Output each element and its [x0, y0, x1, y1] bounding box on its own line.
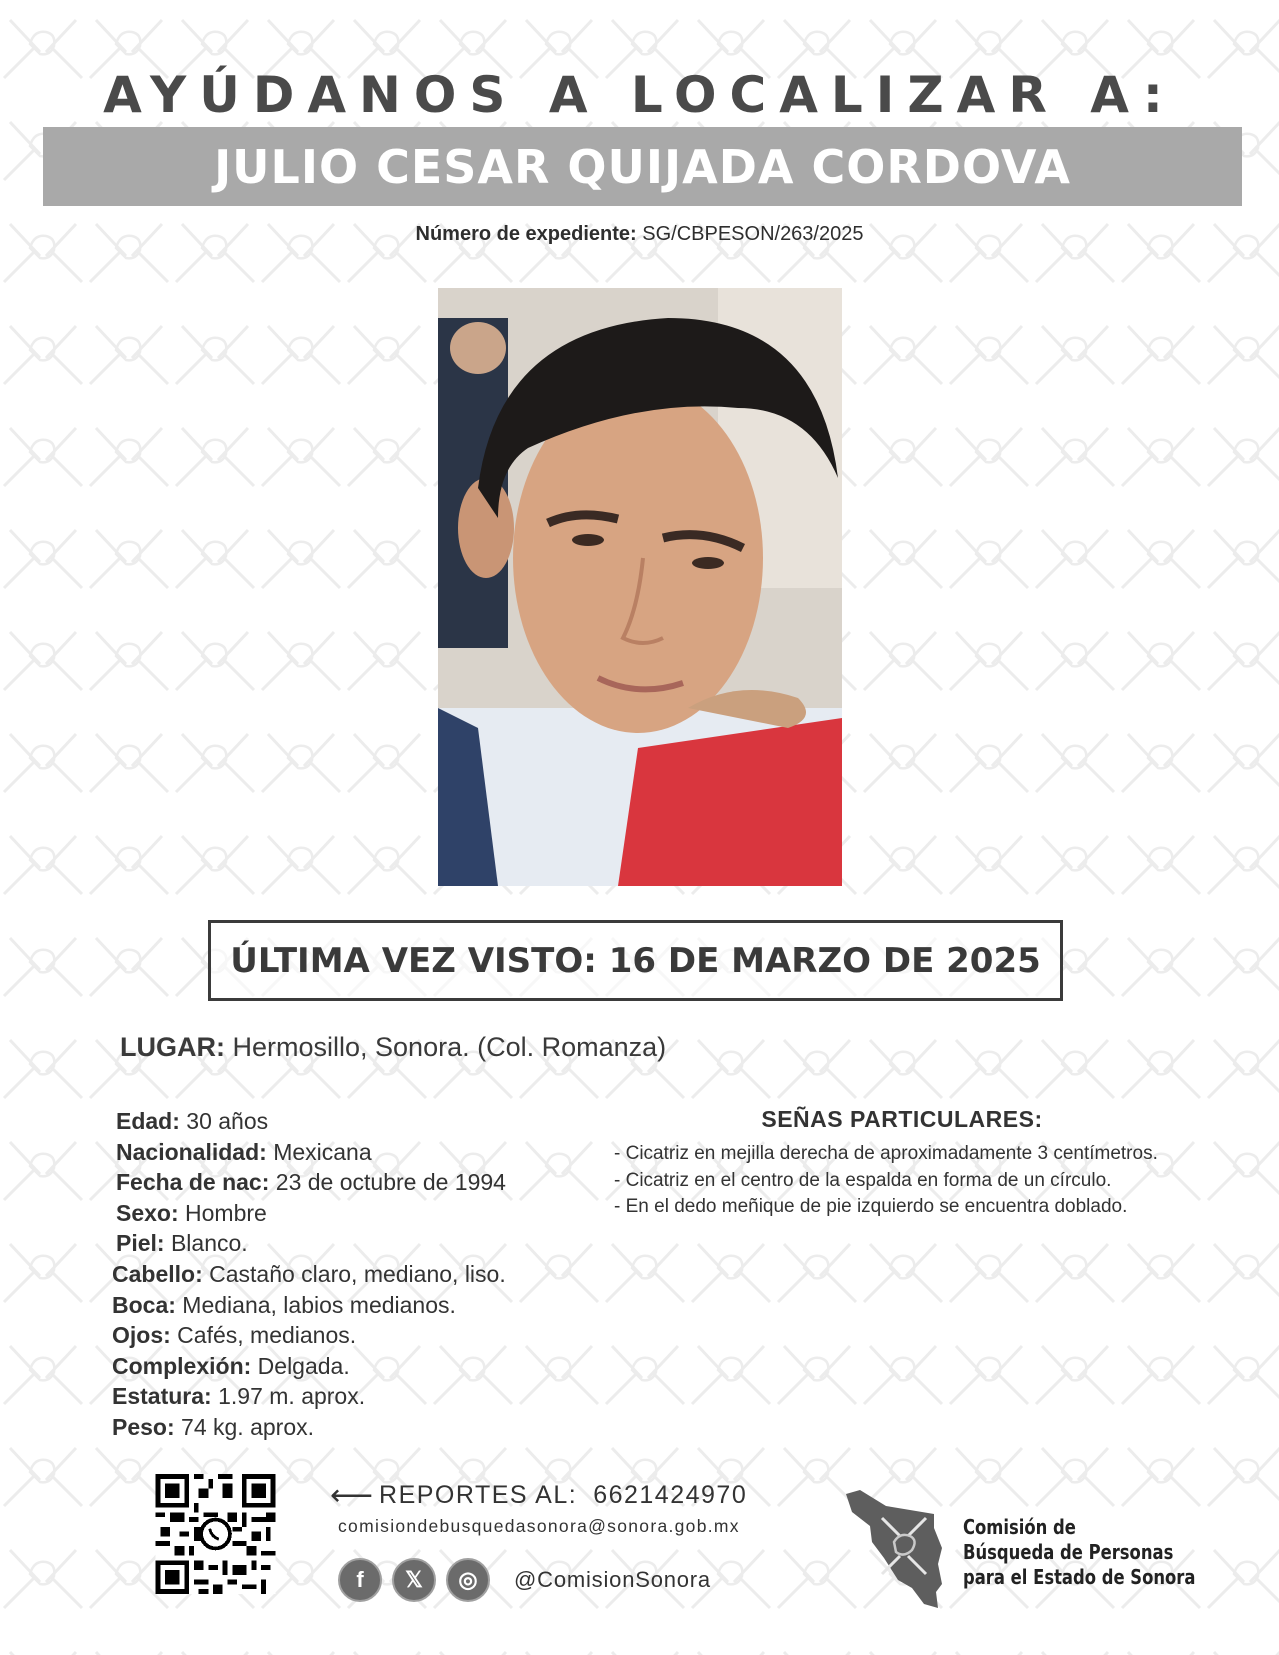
detail-label: Fecha de nac: [116, 1169, 270, 1196]
case-number-value: SG/CBPESON/263/2025 [642, 223, 864, 245]
person-photo [438, 288, 842, 886]
report-line [330, 1478, 747, 1513]
case-number [0, 223, 1279, 246]
left-arrow-icon: ⟵ [330, 1479, 374, 1512]
detail-row-peso [112, 1412, 506, 1443]
qr-code-icon[interactable] [155, 1474, 276, 1594]
detail-row-edad [116, 1106, 506, 1137]
detail-value: Mediana, labios medianos. [182, 1291, 456, 1318]
detail-value: 1.97 m. aprox. [218, 1383, 366, 1410]
last-seen-box [208, 920, 1063, 1001]
location-value: Hermosillo, Sonora. (Col. Romanza) [232, 1032, 667, 1062]
location [120, 1032, 666, 1063]
facebook-icon[interactable] [338, 1558, 382, 1602]
detail-row-complexion [112, 1351, 506, 1382]
detail-label: Peso: [112, 1413, 175, 1440]
detail-label: Nacionalidad: [116, 1138, 267, 1165]
detail-value: Castaño claro, mediano, liso. [209, 1260, 506, 1287]
detail-value: Delgada. [257, 1352, 350, 1379]
detail-row-nacionalidad [116, 1137, 506, 1168]
phone-number[interactable]: 6621424970 [593, 1481, 748, 1509]
detail-label: Boca: [112, 1291, 176, 1318]
detail-value: 30 años [186, 1108, 269, 1134]
detail-row-boca [112, 1290, 506, 1321]
x-icon[interactable] [392, 1558, 436, 1602]
facebook-glyph: f [356, 1567, 364, 1592]
case-number-label: Número de expediente: [415, 223, 637, 245]
detail-label: Ojos: [112, 1322, 171, 1349]
detail-label: Cabello: [112, 1260, 203, 1287]
detail-row-piel [116, 1228, 506, 1259]
x-glyph: 𝕏 [405, 1567, 423, 1592]
detail-value: Cafés, medianos. [177, 1322, 357, 1349]
mark-item: - En el dedo meñique de pie izquierdo se encuentra doblado. [614, 1196, 1128, 1217]
detail-row-ojos [112, 1320, 506, 1351]
detail-value: 23 de octubre de 1994 [275, 1169, 506, 1196]
detail-value: Blanco. [170, 1230, 248, 1257]
contact-email[interactable]: comisiondebusquedasonora@sonora.gob.mx [338, 1516, 740, 1536]
distinguishing-marks-list [614, 1141, 1158, 1221]
org-line: Búsqueda de Personas [963, 1540, 1174, 1564]
distinguishing-marks-title: SEÑAS PARTICULARES: [761, 1106, 1043, 1132]
last-seen-text: ÚLTIMA VEZ VISTO: 16 DE MARZO DE 2025 [230, 940, 1041, 981]
location-label: LUGAR: [120, 1032, 225, 1062]
org-line: para el Estado de Sonora [963, 1565, 1196, 1589]
detail-label: Complexión: [112, 1352, 252, 1379]
detail-value: 74 kg. aprox. [181, 1413, 314, 1440]
social-handle[interactable]: @ComisionSonora [514, 1567, 711, 1592]
detail-row-cabello [112, 1259, 506, 1290]
instagram-glyph: ◎ [458, 1567, 478, 1592]
mark-item: - Cicatriz en el centro de la espalda en forma de un círculo. [614, 1169, 1112, 1191]
detail-label: Estatura: [112, 1383, 212, 1410]
detail-row-fecha-nac [116, 1167, 506, 1198]
detail-label: Edad: [116, 1108, 180, 1134]
detail-label: Piel: [116, 1230, 165, 1257]
organization-name [963, 1515, 1195, 1590]
mark-item: - Cicatriz en mejilla derecha de aproximadamente 3 centímetros. [614, 1143, 1158, 1164]
reportes-label: REPORTES AL: [379, 1481, 578, 1509]
detail-value: Hombre [185, 1199, 267, 1226]
social-links [338, 1558, 711, 1602]
person-name: JULIO CESAR QUIJADA CORDOVA [214, 139, 1071, 194]
detail-row-sexo [116, 1198, 506, 1229]
detail-value: Mexicana [273, 1138, 372, 1165]
sonora-commission-logo-icon [842, 1488, 946, 1610]
detail-row-estatura [112, 1381, 506, 1412]
detail-label: Sexo: [116, 1199, 179, 1226]
name-banner [43, 127, 1242, 206]
headline: AYÚDANOS A LOCALIZAR A: [103, 66, 1176, 124]
physical-details [112, 1106, 506, 1443]
instagram-icon[interactable] [446, 1558, 490, 1602]
org-line: Comisión de [963, 1515, 1076, 1539]
